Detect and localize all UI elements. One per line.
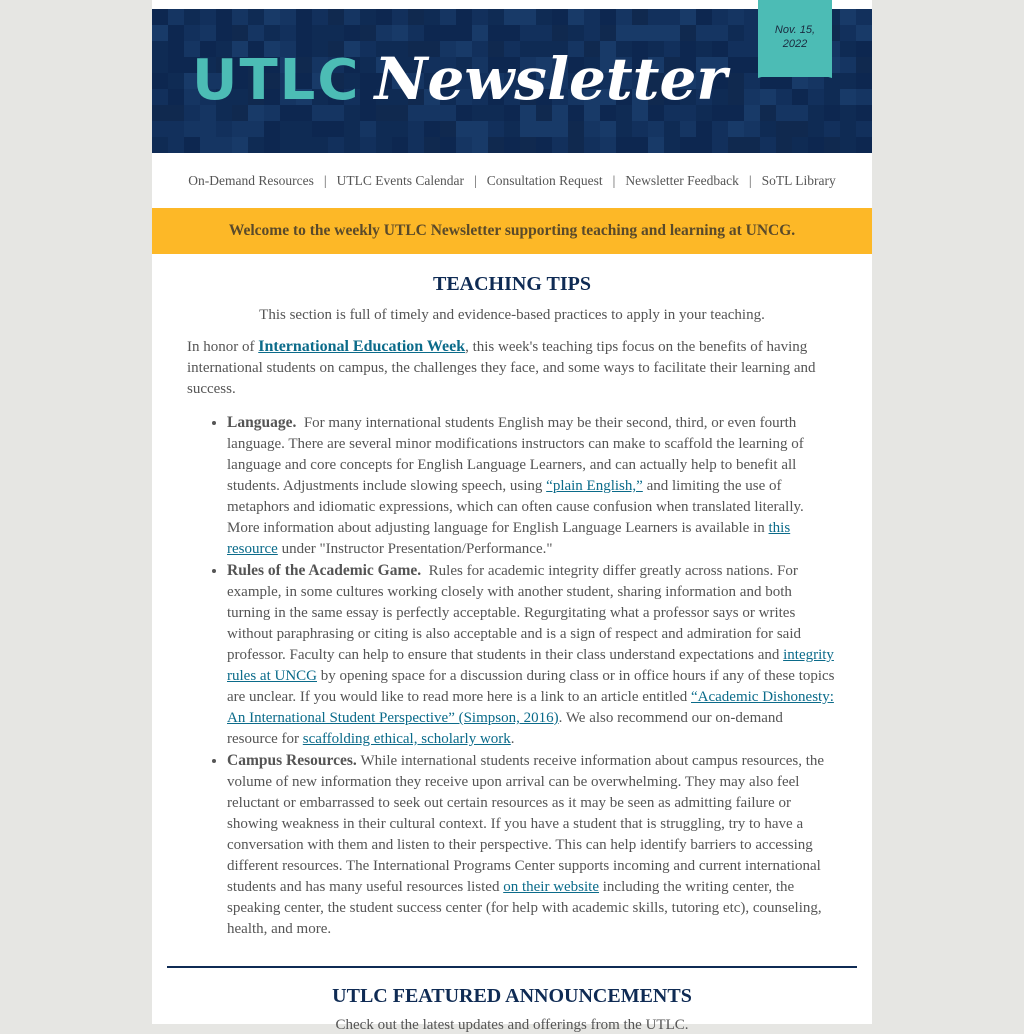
banner-tile [280, 137, 296, 153]
teaching-tips-list [187, 412, 837, 940]
banner-tile [856, 89, 872, 105]
banner-tile [712, 137, 728, 153]
tip-text: . [510, 731, 515, 747]
nav-separator: | [323, 172, 327, 188]
banner-tile [488, 137, 504, 153]
banner-tile [456, 137, 472, 153]
banner-tile [728, 137, 744, 153]
nav-sotl-library[interactable]: SoTL Library [761, 172, 836, 188]
banner-tile [664, 9, 680, 25]
banner-tile [664, 25, 680, 41]
title-utlc: UTLC [192, 48, 361, 113]
banner-tile [552, 9, 568, 25]
banner-tile [680, 25, 696, 41]
banner-tile [728, 89, 744, 105]
banner-tile [728, 9, 744, 25]
banner-tile [184, 9, 200, 25]
banner-tile [264, 121, 280, 137]
banner-tile [760, 121, 776, 137]
title-newsletter: Newsletter [374, 45, 727, 113]
banner-tile [600, 137, 616, 153]
banner-tile [760, 137, 776, 153]
banner-tile [840, 41, 856, 57]
header-banner [152, 9, 872, 153]
banner-tile [824, 89, 840, 105]
banner-tile [232, 9, 248, 25]
banner-tile [168, 137, 184, 153]
banner-tile [536, 25, 552, 41]
banner-tile [728, 25, 744, 41]
banner-tile [440, 25, 456, 41]
tip-title: Rules of the Academic Game. [227, 562, 422, 579]
banner-tile [552, 25, 568, 41]
banner-tile [712, 9, 728, 25]
banner-tile [632, 121, 648, 137]
announcements-heading: UTLC FEATURED ANNOUNCEMENTS [332, 985, 692, 1007]
banner-tile [552, 137, 568, 153]
banner-tile [152, 137, 168, 153]
banner-tile [824, 105, 840, 121]
banner-tile [360, 9, 376, 25]
announcements-subtitle: Check out the latest updates and offerings from the UTLC. [335, 1017, 689, 1033]
banner-tile [408, 137, 424, 153]
banner-tile [264, 25, 280, 41]
banner-tile [232, 121, 248, 137]
banner-tile [840, 9, 856, 25]
banner-tile [472, 121, 488, 137]
banner-tile [536, 9, 552, 25]
banner-tile [728, 41, 744, 57]
banner-tile [840, 137, 856, 153]
banner-tile [248, 25, 264, 41]
banner-tile [776, 137, 792, 153]
banner-tile [776, 105, 792, 121]
banner-tile [520, 25, 536, 41]
newsletter-page [152, 0, 872, 1033]
banner-tile [360, 25, 376, 41]
integrity-rules-link[interactable]: integrity rules at UNCG [227, 647, 834, 684]
banner-tile [488, 9, 504, 25]
tip-text: For many international students English may be their second, third, or even fourth language. There are several minor modifications instructors can make to scaffold the learning of language and core concepts for English Language Learners, and can actually help to benefit all students. Adjustments include slowing speech, using [227, 415, 804, 494]
banner-tile [360, 121, 376, 137]
banner-tile [536, 137, 552, 153]
banner-tile [648, 9, 664, 25]
banner-tile [504, 9, 520, 25]
tip-title: Campus Resources. [227, 752, 357, 769]
banner-tile [728, 73, 744, 89]
banner-tile [600, 25, 616, 41]
banner-tile [744, 121, 760, 137]
banner-tile [600, 121, 616, 137]
banner-tile [648, 121, 664, 137]
banner-tile [808, 105, 824, 121]
banner-tile [184, 137, 200, 153]
banner-tile [184, 25, 200, 41]
banner-tile [264, 137, 280, 153]
banner-tile [312, 121, 328, 137]
tip-text: and limiting the use of metaphors and idiomatic expressions, which can often cause confusion when translated literally. More information about adjusting language for English Language Learners is available in [227, 478, 804, 536]
banner-tile [456, 25, 472, 41]
banner-tile [680, 9, 696, 25]
banner-tile [184, 121, 200, 137]
banner-tile [280, 9, 296, 25]
nav-separator: | [612, 172, 616, 188]
nav-newsletter-feedback[interactable]: Newsletter Feedback [625, 172, 739, 188]
nav-on-demand-resources[interactable]: On-Demand Resources [188, 172, 314, 188]
banner-tile [200, 121, 216, 137]
tip-text: While international students receive information about campus resources, the volume of new information they receive upon arrival can be overwhelming. They may also feel reluctant or embarrassed to seek out certain resources as it may be seen as admitting failure or showing weakness in their cultural context. If you have a student that is struggling, try to have a conversation with them and listen to their perspective. This can help identify barriers to accessing different resources. The International Programs Center supports incoming and current international students and has many useful resources listed [227, 753, 825, 895]
banner-tile [744, 137, 760, 153]
banner-tile [616, 121, 632, 137]
banner-tile [424, 137, 440, 153]
banner-tile [856, 105, 872, 121]
tip-campus-resources [227, 750, 837, 940]
banner-tile [840, 25, 856, 41]
banner-tile [584, 25, 600, 41]
banner-tile [248, 9, 264, 25]
banner-tile [664, 121, 680, 137]
banner-tile [824, 121, 840, 137]
banner-tile [632, 137, 648, 153]
tip-text: Rules for academic integrity differ greatly across nations. For example, in some cultures working closely with another student, sharing information and both turning in the same essay is perfectly acceptable. Regurgitating what a professor says or writes without paraphrasing or citing is also acceptable and is a sign of respect and admiration for said professor. Faculty can help to ensure that students in their class understand expectations and [227, 563, 801, 663]
banner-tile [728, 105, 744, 121]
banner-tile [472, 9, 488, 25]
banner-tile [216, 137, 232, 153]
banner-tile [600, 9, 616, 25]
banner-tile [664, 137, 680, 153]
newsletter-title [192, 45, 727, 113]
banner-tile [248, 137, 264, 153]
banner-tile [808, 89, 824, 105]
banner-tile [440, 137, 456, 153]
banner-tile [168, 89, 184, 105]
scaffolding-ethical-work-link[interactable]: scaffolding ethical, scholarly work [302, 731, 511, 747]
banner-tile [392, 121, 408, 137]
welcome-text: Welcome to the weekly UTLC Newsletter supporting teaching and learning at UNCG. [228, 222, 796, 239]
banner-tile [264, 9, 280, 25]
banner-tile [536, 121, 552, 137]
banner-tile [472, 137, 488, 153]
banner-tile [232, 137, 248, 153]
welcome-banner [152, 208, 872, 254]
banner-tile [344, 137, 360, 153]
banner-tile [856, 73, 872, 89]
banner-tile [248, 121, 264, 137]
teaching-tips-section [152, 273, 872, 940]
banner-tile [168, 41, 184, 57]
banner-tile [680, 137, 696, 153]
banner-tile [328, 25, 344, 41]
banner-tile [456, 9, 472, 25]
banner-tile [824, 137, 840, 153]
international-education-week-link[interactable]: International Education Week [258, 338, 466, 355]
intro-text-post: , this week's teaching tips focus on the benefits of having international students on campus, the challenges they face, and some ways to facilitate their learning and success. [187, 339, 816, 397]
banner-tile [712, 25, 728, 41]
banner-tile [344, 121, 360, 137]
tip-language [227, 412, 837, 560]
date-line-2: 2022 [782, 38, 808, 50]
banner-tile [616, 137, 632, 153]
banner-tile [648, 137, 664, 153]
tip-text: . We also recommend our on-demand resource for [227, 710, 783, 747]
date-badge [758, 0, 832, 77]
nav-events-calendar[interactable]: UTLC Events Calendar [336, 172, 465, 188]
nav-bar [152, 153, 872, 208]
nav-consultation-request[interactable]: Consultation Request [486, 172, 603, 188]
their-website-link[interactable]: on their website [503, 879, 600, 895]
banner-tile [488, 25, 504, 41]
banner-tile [584, 9, 600, 25]
banner-tile [840, 57, 856, 73]
tip-text: including the writing center, the speaking center, the student success center (for help with academic skills, tutoring etc), counseling, health, and more. [227, 879, 822, 937]
banner-tile [280, 25, 296, 41]
banner-tile [376, 121, 392, 137]
banner-tile [152, 57, 168, 73]
banner-tile [616, 9, 632, 25]
banner-tile [376, 137, 392, 153]
banner-tile [408, 25, 424, 41]
tip-title: Language. [227, 414, 297, 431]
banner-tile [568, 9, 584, 25]
banner-tile [648, 25, 664, 41]
banner-tile [168, 25, 184, 41]
banner-tile [168, 121, 184, 137]
banner-tile [696, 9, 712, 25]
banner-tile [200, 25, 216, 41]
banner-tile [392, 9, 408, 25]
banner-tile [552, 121, 568, 137]
banner-tile [344, 9, 360, 25]
banner-tile [568, 137, 584, 153]
banner-tile [168, 105, 184, 121]
banner-tile [840, 121, 856, 137]
plain-english-link[interactable]: “plain English,” [546, 478, 643, 494]
banner-tile [280, 121, 296, 137]
banner-tile [792, 121, 808, 137]
banner-tile [856, 121, 872, 137]
this-resource-link[interactable]: this resource [227, 520, 791, 557]
banner-tile [616, 25, 632, 41]
banner-tile [856, 137, 872, 153]
banner-tile [440, 121, 456, 137]
banner-tile [296, 121, 312, 137]
teaching-tips-heading: TEACHING TIPS [432, 273, 591, 295]
banner-tile [792, 105, 808, 121]
tip-academic-game [227, 560, 837, 750]
banner-tile [808, 121, 824, 137]
teaching-tips-intro [187, 336, 837, 400]
banner-tile [856, 57, 872, 73]
intro-text-pre: In honor of [187, 339, 259, 355]
banner-tile [632, 25, 648, 41]
banner-tile [840, 105, 856, 121]
banner-tile [728, 57, 744, 73]
academic-dishonesty-article-link[interactable]: “Academic Dishonesty: An International Student Perspective” (Simpson, 2016) [227, 689, 834, 726]
banner-tile [744, 105, 760, 121]
banner-tile [584, 121, 600, 137]
banner-tile [632, 9, 648, 25]
banner-tile [840, 73, 856, 89]
banner-tile [568, 25, 584, 41]
banner-tile [376, 25, 392, 41]
banner-tile [152, 121, 168, 137]
banner-tile [696, 25, 712, 41]
banner-tile [408, 121, 424, 137]
banner-tile [296, 9, 312, 25]
banner-tile [152, 89, 168, 105]
banner-tile [584, 137, 600, 153]
banner-tile [456, 121, 472, 137]
banner-tile [776, 89, 792, 105]
banner-tile [216, 121, 232, 137]
banner-tile [856, 25, 872, 41]
banner-tile [504, 121, 520, 137]
banner-tile [680, 121, 696, 137]
banner-tile [152, 9, 168, 25]
banner-tile [392, 137, 408, 153]
banner-tile [760, 89, 776, 105]
banner-tile [728, 121, 744, 137]
banner-tile [760, 105, 776, 121]
banner-tile [520, 137, 536, 153]
banner-tile [840, 89, 856, 105]
banner-tile [312, 25, 328, 41]
banner-tile [792, 89, 808, 105]
banner-tile [696, 121, 712, 137]
banner-tile [776, 121, 792, 137]
banner-tile [792, 137, 808, 153]
banner-tile [152, 105, 168, 121]
section-divider [167, 966, 857, 968]
banner-tile [472, 25, 488, 41]
nav-separator: | [474, 172, 477, 188]
banner-tile [440, 9, 456, 25]
banner-tile [328, 137, 344, 153]
banner-tile [424, 25, 440, 41]
banner-tile [712, 121, 728, 137]
banner-tile [424, 121, 440, 137]
banner-tile [808, 137, 824, 153]
banner-tile [200, 9, 216, 25]
banner-tile [312, 9, 328, 25]
badge-notch [758, 66, 832, 78]
banner-tile [376, 9, 392, 25]
banner-tile [296, 25, 312, 41]
banner-tile [328, 121, 344, 137]
banner-tile [360, 137, 376, 153]
banner-tile [696, 137, 712, 153]
banner-tile [744, 89, 760, 105]
banner-tile [232, 25, 248, 41]
banner-tile [408, 9, 424, 25]
banner-tile [152, 73, 168, 89]
date-line-1: Nov. 15, [774, 24, 816, 36]
nav-separator: | [748, 172, 752, 188]
banner-tile [568, 121, 584, 137]
banner-tile [152, 25, 168, 41]
banner-tile [424, 9, 440, 25]
banner-tile [520, 121, 536, 137]
teaching-tips-subtitle: This section is full of timely and evidence-based practices to apply in your teaching. [259, 307, 765, 323]
banner-tile [328, 9, 344, 25]
banner-tile [168, 73, 184, 89]
banner-tile [504, 25, 520, 41]
banner-tile [312, 137, 328, 153]
banner-tile [856, 41, 872, 57]
banner-tile [152, 41, 168, 57]
tip-text: by opening space for a discussion during class or in office hours if any of these topics are unclear. If you would like to read more here is a link to an article entitled [227, 668, 835, 705]
banner-tile [504, 137, 520, 153]
banner-tile [392, 25, 408, 41]
banner-tile [216, 9, 232, 25]
banner-tile [296, 137, 312, 153]
tip-text: under "Instructor Presentation/Performance." [277, 541, 553, 557]
banner-tile [344, 25, 360, 41]
banner-tile [168, 9, 184, 25]
banner-tile [520, 9, 536, 25]
announcements-section [152, 985, 872, 1034]
banner-tile [168, 57, 184, 73]
banner-tile [216, 25, 232, 41]
banner-tile [488, 121, 504, 137]
banner-tile [200, 137, 216, 153]
banner-tile [856, 9, 872, 25]
